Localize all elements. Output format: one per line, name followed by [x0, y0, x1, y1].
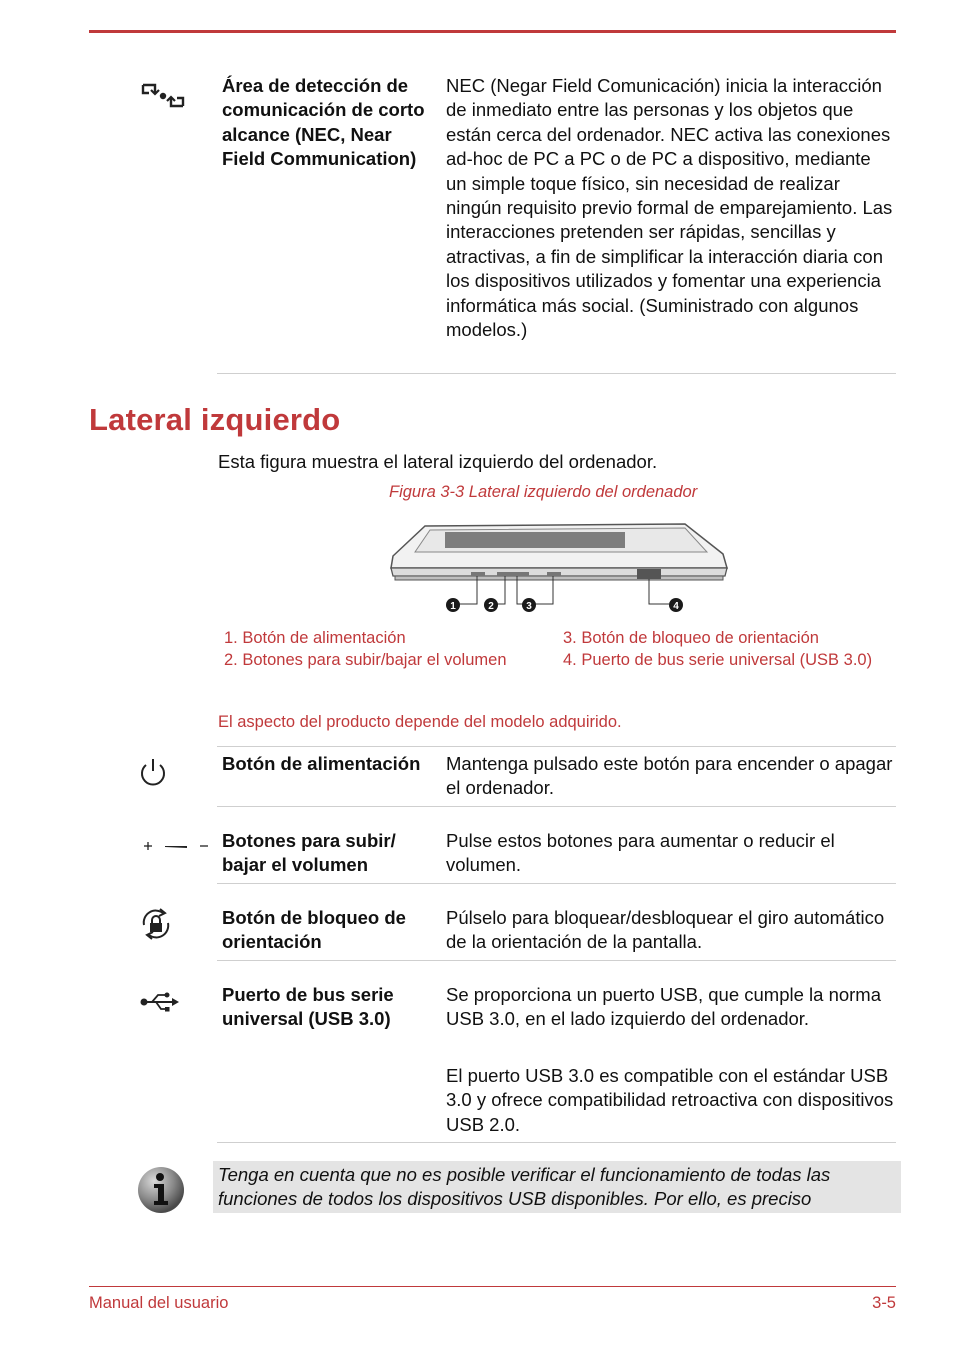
volume-icon [139, 838, 213, 854]
section-intro: Esta figura muestra el lateral izquierdo del ordenador. [218, 451, 658, 472]
row-divider [217, 1142, 896, 1143]
callout-3: 3 [526, 601, 532, 612]
nfc-term: Área de detección de comunicación de corto alcance (NEC, Near Field Communication) [222, 75, 425, 170]
row-divider [217, 373, 896, 374]
row-divider [217, 806, 896, 807]
item-desc-volume: Pulse estos botones para aumentar o reducir el volumen. [446, 830, 835, 876]
callout-markers [446, 598, 683, 612]
legend-item-1: 1. Botón de alimentación [224, 629, 406, 647]
item-desc-usb: Se proporciona un puerto USB, que cumple la norma USB 3.0, en el lado izquierdo del ordenador. [446, 984, 882, 1030]
info-icon [136, 1165, 186, 1215]
nfc-description: NEC (Negar Field Comunicación) inicia la interacción de inmediato entre las personas y los objetos que están cerca del ordenador. NEC activa las conexiones ad-hoc de PC a PC o de PC a dispositivo, mediante un simple toque físico, sin necesidad de realizar ningún requisito previo formal de emparejamiento. Las interacciones pretenden ser rápidas, sencillas y atractivas, a fin de simplificar la interacción diaria con los dispositivos utilizados y fomentar una experiencia informática más social. (Suministrado con algunos modelos.) [446, 75, 893, 341]
footer-title: Manual del usuario [89, 1294, 229, 1312]
usb-icon [138, 990, 182, 1014]
item-desc-usb-compat: El puerto USB 3.0 es compatible con el estándar USB 3.0 y ofrece compatibilidad retroactiva con dispositivos USB 2.0. [446, 1065, 894, 1135]
item-term-power: Botón de alimentación [222, 753, 421, 774]
item-term-orientation-lock: Botón de bloqueo de orientación [222, 907, 406, 953]
row-divider [217, 746, 896, 747]
page-number: 3-5 [872, 1294, 896, 1312]
product-note: El aspecto del producto depende del modelo adquirido. [218, 713, 622, 731]
item-desc-power: Mantenga pulsado este botón para encender o apagar el ordenador. [446, 753, 893, 799]
laptop-drawing [391, 524, 727, 580]
item-term-volume: Botones para subir/ bajar el volumen [222, 830, 396, 876]
row-divider [217, 883, 896, 884]
figure-legend-right [563, 628, 883, 671]
rotation-lock-icon [137, 905, 175, 943]
figure-caption: Figura 3-3 Lateral izquierdo del ordenador [389, 483, 698, 501]
footer-rule [89, 1286, 896, 1287]
legend-item-4: 4. Puerto de bus serie universal (USB 3.0) [563, 650, 873, 669]
laptop-left-side-figure [385, 518, 735, 618]
power-icon [137, 755, 169, 789]
row-divider [217, 960, 896, 961]
note-text: Tenga en cuenta que no es posible verificar el funcionamiento de todas las funciones de todos los dispositivos USB disponibles. Por ello, es preciso [218, 1164, 831, 1210]
legend-item-3: 3. Botón de bloqueo de orientación [563, 629, 819, 647]
item-term-usb: Puerto de bus serie universal (USB 3.0) [222, 984, 394, 1030]
figure-legend-left [224, 628, 554, 671]
callout-1: 1 [450, 601, 456, 612]
callout-2: 2 [488, 601, 494, 612]
section-title: Lateral izquierdo [89, 402, 341, 437]
nfc-icon [139, 80, 187, 110]
callout-4: 4 [673, 601, 679, 612]
item-desc-orientation-lock: Púlselo para bloquear/desbloquear el giro automático de la orientación de la pantalla. [446, 907, 885, 953]
header-rule [89, 30, 896, 33]
legend-item-2: 2. Botones para subir/bajar el volumen [224, 650, 507, 669]
